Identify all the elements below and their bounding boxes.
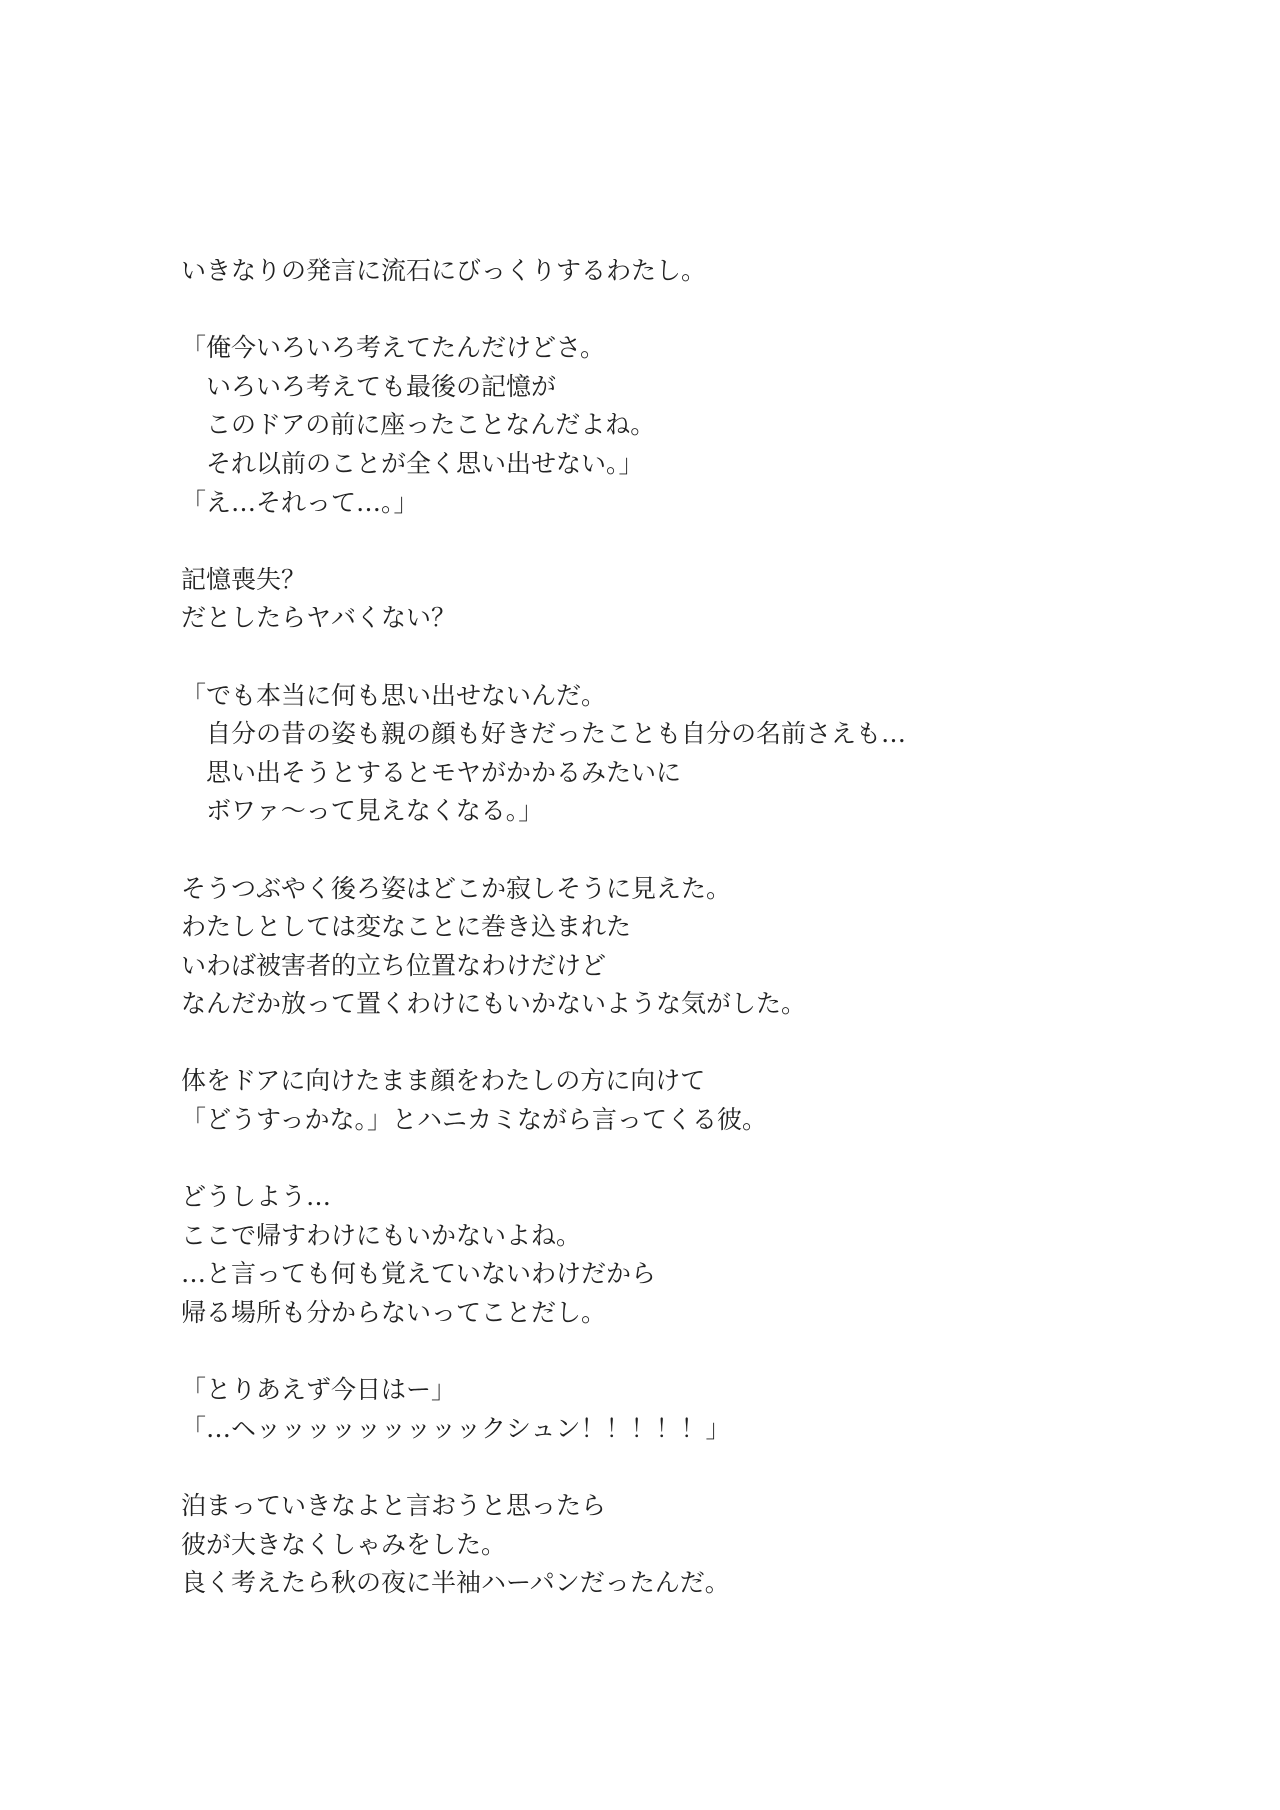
text-line: 思い出そうとするとモヤがかかるみたいに <box>181 757 682 787</box>
text-line: 記憶喪失？ <box>181 564 307 594</box>
paragraph <box>181 870 1220 1024</box>
paragraph <box>181 1062 1220 1139</box>
text-line: いわば被害者的立ち位置なわけだけど <box>181 950 607 980</box>
text-line: 「とりあえず今日はー」 <box>181 1375 457 1405</box>
text-line: どうしよう… <box>181 1182 332 1212</box>
text-line: 彼が大きなくしゃみをした。 <box>181 1529 507 1559</box>
text-line: 「え…それって…。」 <box>181 487 419 517</box>
paragraph <box>181 677 1220 831</box>
paragraph <box>181 329 1220 522</box>
text-line: このドアの前に座ったことなんだよね。 <box>181 410 656 440</box>
text-line: そうつぶやく後ろ姿はどこか寂しそうに見えた。 <box>181 873 732 903</box>
text-line: 「…ヘッッッッッッッッックシュン！！！！！」 <box>181 1413 731 1443</box>
paragraph <box>181 252 1220 291</box>
text-line: 良く考えたら秋の夜に半袖ハーパンだったんだ。 <box>181 1568 730 1598</box>
text-line: だとしたらヤバくない？ <box>181 603 457 633</box>
text-line: ボワァ〜って見えなくなる。」 <box>181 796 544 826</box>
paragraph <box>181 1487 1220 1603</box>
text-line: 「どうすっかな。」とハニカミながら言ってくる彼。 <box>181 1105 768 1135</box>
text-line: それ以前のことが全く思い出せない。」 <box>181 448 644 478</box>
text-line: なんだか放って置くわけにもいかないような気がした。 <box>181 989 807 1019</box>
paragraph <box>181 1371 1220 1448</box>
paragraph <box>181 1178 1220 1332</box>
paragraph <box>181 561 1220 638</box>
text-line: わたしとしては変なことに巻き込まれた <box>181 912 632 942</box>
text-line: 体をドアに向けたまま顔をわたしの方に向けて <box>181 1066 706 1096</box>
story-text-block <box>181 252 1220 1641</box>
text-line: いきなりの発言に流石にびっくりするわたし。 <box>181 256 707 285</box>
text-line: ここで帰すわけにもいかないよね。 <box>181 1220 582 1250</box>
text-line: 自分の昔の姿も親の顔も好きだったことも自分の名前さえも… <box>181 719 907 749</box>
text-line: …と言っても何も覚えていないわけだから <box>181 1259 657 1289</box>
text-line: 「でも本当に何も思い出せないんだ。 <box>181 680 607 710</box>
text-line: 泊まっていきなよと言おうと思ったら <box>181 1491 607 1520</box>
text-line: 「俺今いろいろ考えてたんだけどさ。 <box>181 333 606 363</box>
text-line: 帰る場所も分からないってことだし。 <box>181 1298 607 1328</box>
text-line: いろいろ考えても最後の記憶が <box>181 371 557 401</box>
